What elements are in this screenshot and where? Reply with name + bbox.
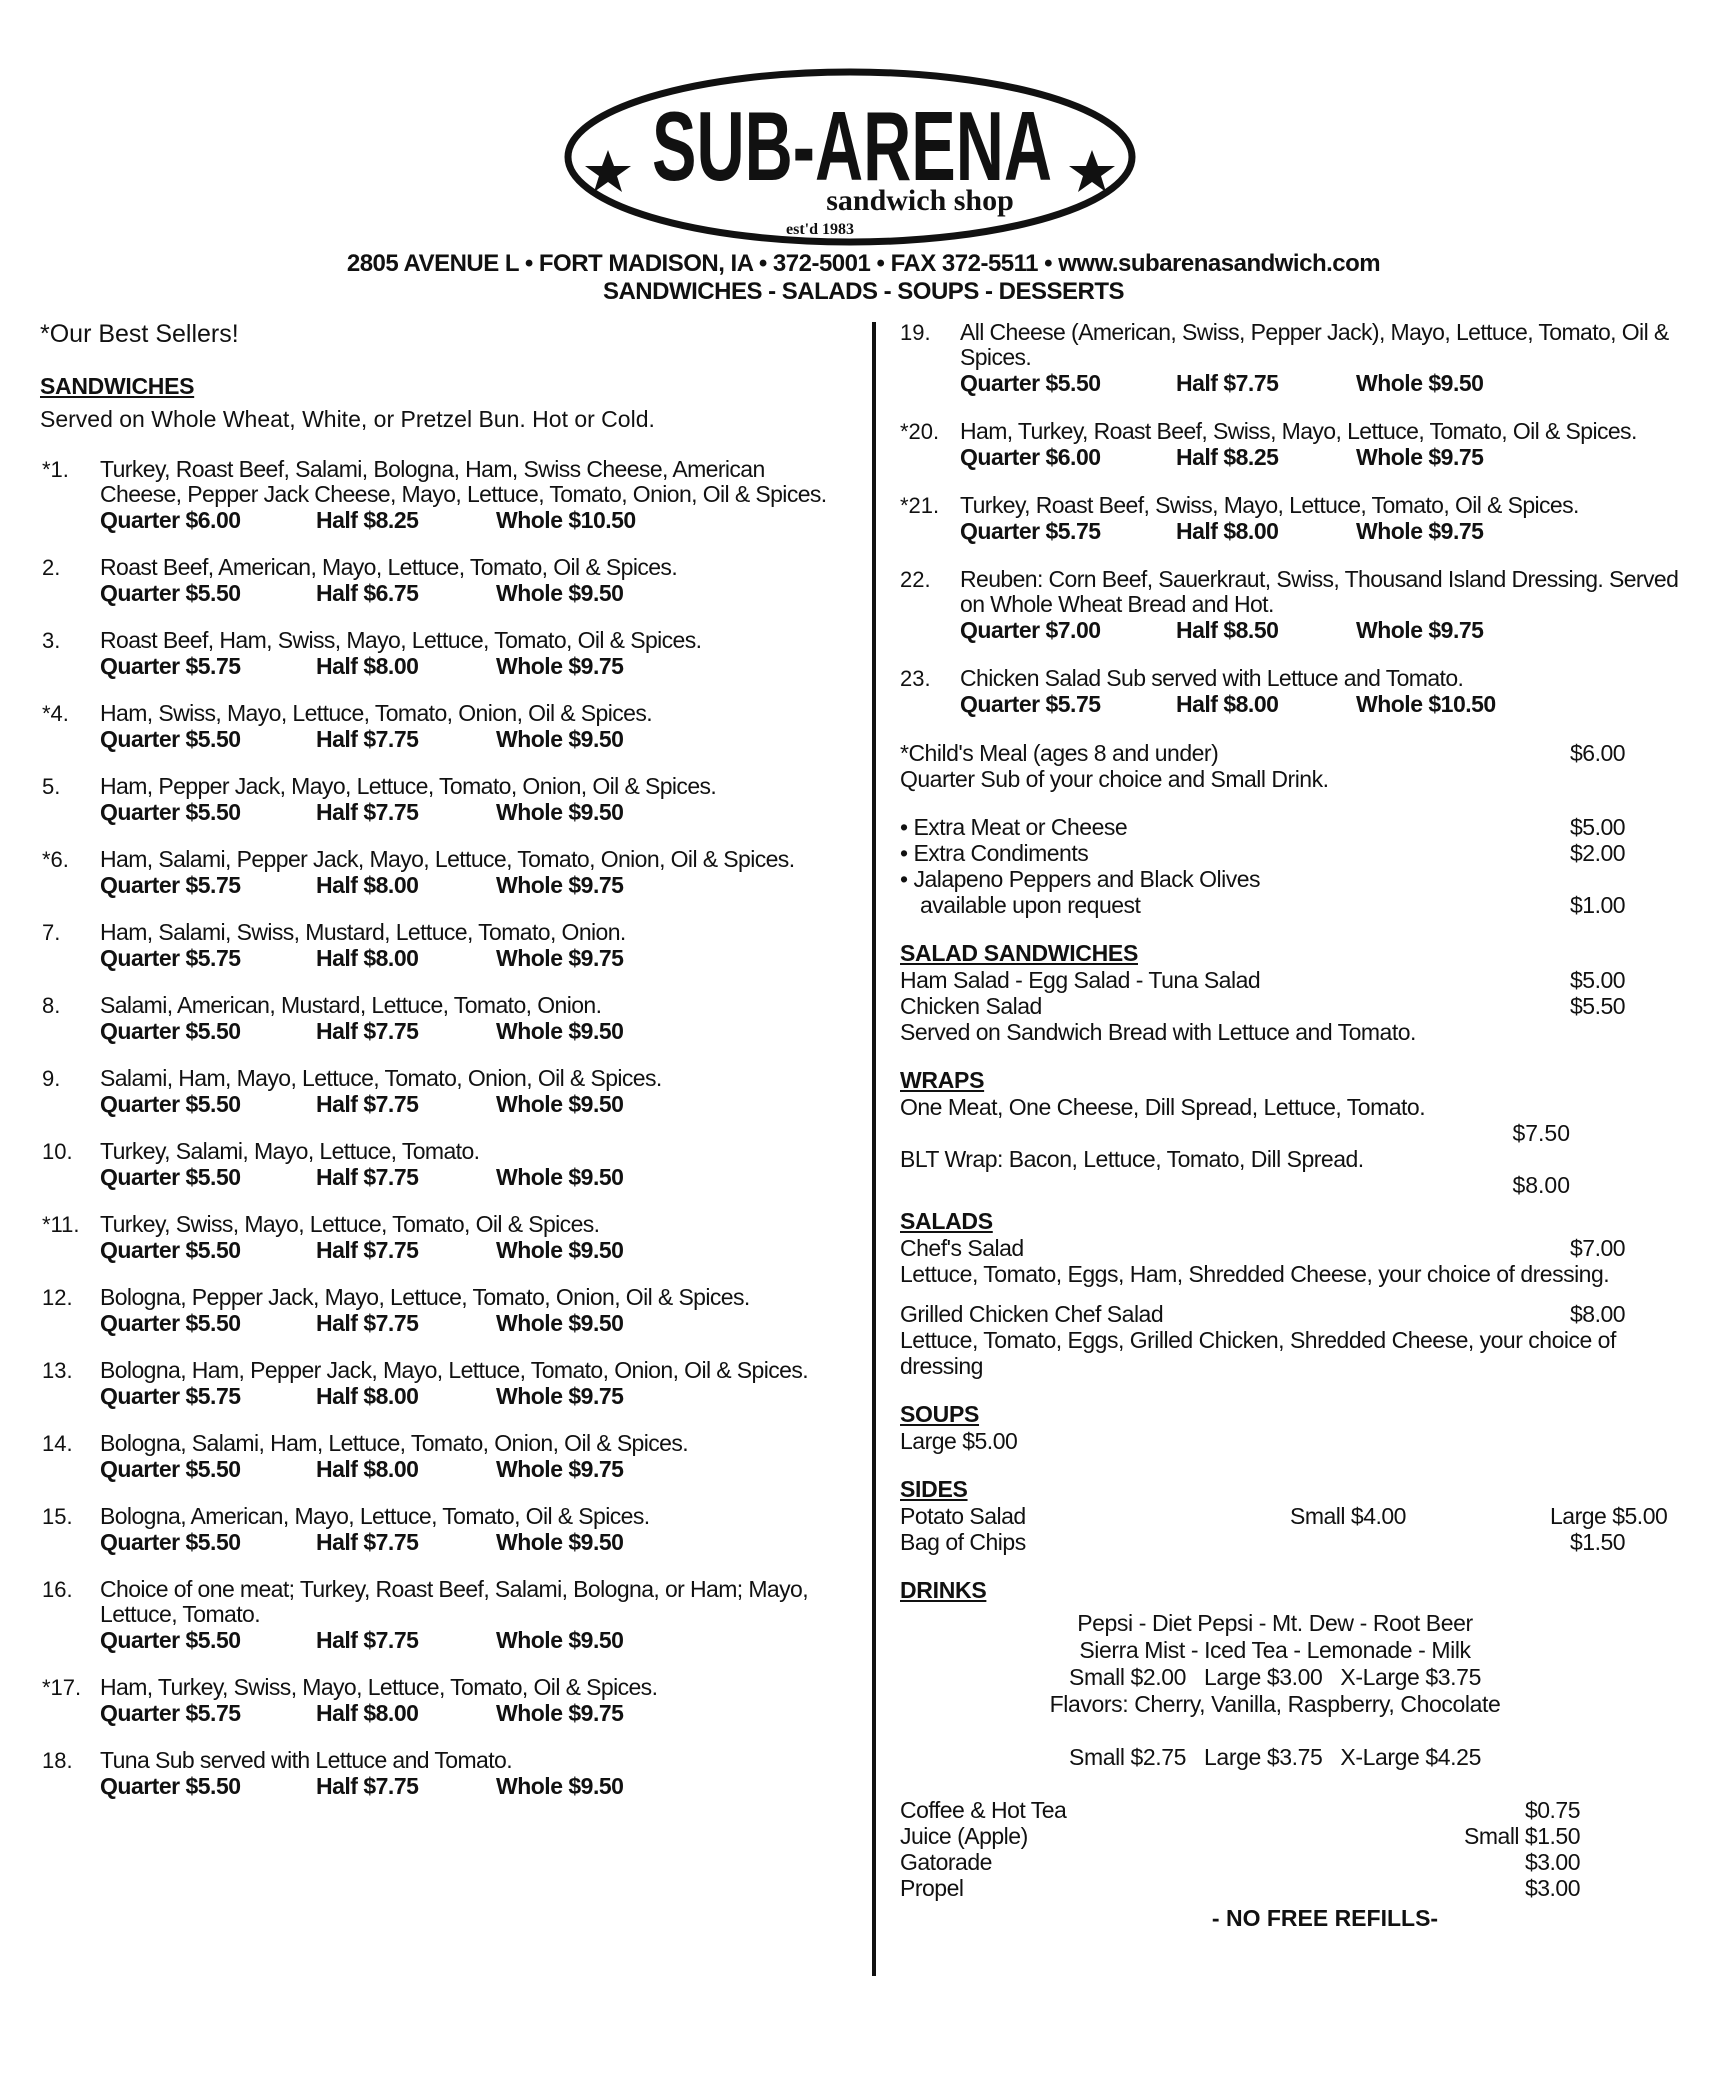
extras-list [900, 814, 1690, 918]
sandwich-item [40, 847, 840, 899]
sandwich-description: Chicken Salad Sub served with Lettuce and Tomato. [960, 665, 1464, 691]
childs-meal-title: *Child's Meal (ages 8 and under) [900, 740, 1219, 766]
drink-name: Propel [900, 1875, 964, 1901]
sandwiches-heading: SANDWICHES [40, 373, 195, 399]
sandwich-item [40, 1504, 840, 1556]
price-whole: Whole $9.75 [1356, 444, 1484, 470]
sandwich-item [40, 774, 840, 826]
price-quarter: Quarter $5.50 [100, 1773, 241, 1799]
soups-heading: SOUPS [900, 1401, 980, 1427]
price-whole: Whole $9.50 [496, 1627, 624, 1653]
salad-price: $8.00 [1570, 1301, 1626, 1327]
star-icon [585, 150, 631, 192]
salad-desc: Lettuce, Tomato, Eggs, Grilled Chicken, Shredded Cheese, your choice of dressing [900, 1327, 1616, 1379]
price-quarter: Quarter $6.00 [100, 507, 241, 533]
sandwich-description: Roast Beef, American, Mayo, Lettuce, Tomato, Oil & Spices. [100, 554, 678, 580]
price-half: Half $7.75 [316, 726, 419, 752]
price-quarter: Quarter $5.75 [100, 1383, 241, 1409]
price-half: Half $8.00 [316, 1700, 419, 1726]
sandwich-description: Salami, American, Mustard, Lettuce, Tomato, Onion. [100, 992, 602, 1018]
sandwich-description: Ham, Salami, Pepper Jack, Mayo, Lettuce, Tomato, Onion, Oil & Spices. [100, 846, 795, 872]
salad-name: Chef's Salad [900, 1235, 1024, 1261]
sandwich-number: 3. [42, 628, 61, 653]
price-whole: Whole $9.50 [496, 1310, 624, 1336]
price-half: Half $7.75 [316, 799, 419, 825]
price-half: Half $6.75 [316, 580, 419, 606]
price-half: Half $7.75 [316, 1529, 419, 1555]
sandwich-number: 2. [42, 555, 61, 580]
price-quarter: Quarter $5.50 [100, 1018, 241, 1044]
wrap-item: One Meat, One Cheese, Dill Spread, Lettuce, Tomato. [900, 1094, 1426, 1120]
extra-price: $2.00 [1570, 840, 1626, 866]
extra-price: $5.00 [1570, 814, 1626, 840]
childs-meal-desc: Quarter Sub of your choice and Small Drink. [900, 766, 1329, 792]
sandwich-description: Ham, Swiss, Mayo, Lettuce, Tomato, Onion, Oil & Spices. [100, 700, 653, 726]
side-name: Bag of Chips [900, 1529, 1026, 1555]
sandwich-number: 14. [42, 1431, 73, 1456]
best-sellers-note: *Our Best Sellers! [40, 320, 239, 348]
side-name: Potato Salad [900, 1503, 1026, 1529]
sandwich-number: *17. [42, 1675, 82, 1700]
sandwich-item [40, 628, 840, 680]
sandwich-description: Turkey, Roast Beef, Salami, Bologna, Ham, Swiss Cheese, American Cheese, Pepper Jack Cheese, Mayo, Lettuce, Tomato, Onion, Oil & Spices. [100, 456, 827, 507]
price-half: Half $7.75 [316, 1164, 419, 1190]
sandwich-prices [100, 945, 840, 972]
sandwich-item [40, 457, 840, 534]
sandwich-number: *4. [42, 701, 69, 726]
sandwich-number: 9. [42, 1066, 61, 1091]
sandwich-prices [100, 1383, 840, 1410]
wraps-section [900, 1067, 1690, 1198]
sandwich-item [40, 993, 840, 1045]
sandwich-description: Ham, Turkey, Swiss, Mayo, Lettuce, Tomato, Oil & Spices. [100, 1674, 658, 1700]
price-whole: Whole $9.50 [496, 1091, 624, 1117]
sandwich-description: Turkey, Roast Beef, Swiss, Mayo, Lettuce, Tomato, Oil & Spices. [960, 492, 1579, 518]
sandwich-item [40, 1285, 840, 1337]
sandwich-number: 18. [42, 1748, 73, 1773]
price-whole: Whole $9.75 [496, 653, 624, 679]
sandwich-item [40, 1358, 840, 1410]
sandwich-number: 19. [900, 320, 931, 345]
price-half: Half $8.25 [1176, 444, 1279, 470]
sandwich-prices [960, 617, 1690, 644]
sub-arena-logo [560, 62, 1140, 252]
sandwich-number: 16. [42, 1577, 73, 1602]
extra-label: available upon request [920, 892, 1141, 918]
price-half: Half $7.75 [316, 1627, 419, 1653]
salad-sandwich-price: $5.50 [1570, 993, 1626, 1019]
price-whole: Whole $9.50 [496, 726, 624, 752]
price-quarter: Quarter $5.50 [100, 1310, 241, 1336]
sandwich-item [40, 1675, 840, 1727]
sandwich-item [900, 493, 1690, 545]
price-whole: Whole $9.50 [496, 799, 624, 825]
drinks-flavors: Flavors: Cherry, Vanilla, Raspberry, Chocolate [1049, 1691, 1501, 1717]
no-free-refills: - NO FREE REFILLS- [1211, 1905, 1439, 1931]
sandwich-prices [100, 1310, 840, 1337]
sandwich-item [900, 419, 1690, 471]
sandwich-prices [100, 1237, 840, 1264]
sandwich-description: Ham, Salami, Swiss, Mustard, Lettuce, Tomato, Onion. [100, 919, 626, 945]
drink-name: Juice (Apple) [900, 1823, 1028, 1849]
sandwich-description: Bologna, Pepper Jack, Mayo, Lettuce, Tomato, Onion, Oil & Spices. [100, 1284, 750, 1310]
extra-price [1570, 866, 1690, 892]
price-quarter: Quarter $5.75 [100, 945, 241, 971]
sandwich-description: Bologna, American, Mayo, Lettuce, Tomato, Oil & Spices. [100, 1503, 650, 1529]
price-half: Half $8.00 [1176, 691, 1279, 717]
salad-sandwiches-heading: SALAD SANDWICHES [900, 940, 1138, 966]
salad-sandwich-label: Ham Salad - Egg Salad - Tuna Salad [900, 967, 1261, 993]
sandwich-item [40, 920, 840, 972]
price-quarter: Quarter $5.50 [960, 370, 1101, 396]
sandwich-item [40, 1212, 840, 1264]
price-half: Half $8.00 [316, 1383, 419, 1409]
sandwich-description: Tuna Sub served with Lettuce and Tomato. [100, 1747, 512, 1773]
price-whole: Whole $9.50 [496, 580, 624, 606]
drink-name: Gatorade [900, 1849, 992, 1875]
drinks-line: Pepsi - Diet Pepsi - Mt. Dew - Root Beer [1077, 1610, 1473, 1636]
price-half: Half $7.75 [316, 1310, 419, 1336]
sandwich-number: *20. [900, 419, 940, 444]
price-quarter: Quarter $5.50 [100, 799, 241, 825]
salads-heading: SALADS [900, 1208, 993, 1234]
drinks-line: Sierra Mist - Iced Tea - Lemonade - Milk [1079, 1637, 1471, 1663]
side-price: $1.50 [1570, 1529, 1626, 1555]
salads-section [900, 1208, 1690, 1379]
price-half: Half $7.75 [316, 1237, 419, 1263]
drinks-heading: DRINKS [900, 1577, 987, 1603]
sandwich-prices [960, 518, 1690, 545]
sandwich-number: 7. [42, 920, 61, 945]
sandwich-item [900, 320, 1690, 397]
sandwich-prices [100, 1018, 840, 1045]
price-quarter: Quarter $5.75 [960, 691, 1101, 717]
sandwich-prices [100, 1164, 840, 1191]
sandwich-item [900, 666, 1690, 718]
wrap-price: $8.00 [1512, 1172, 1570, 1198]
sandwich-number: *11. [42, 1212, 80, 1237]
price-quarter: Quarter $5.75 [960, 518, 1101, 544]
extra-label: • Jalapeno Peppers and Black Olives [900, 866, 1261, 892]
price-whole: Whole $10.50 [496, 507, 636, 533]
sandwich-description: Bologna, Ham, Pepper Jack, Mayo, Lettuce, Tomato, Onion, Oil & Spices. [100, 1357, 809, 1383]
price-half: Half $7.75 [1176, 370, 1279, 396]
sandwich-item [900, 567, 1690, 644]
price-whole: Whole $9.75 [496, 872, 624, 898]
wraps-heading: WRAPS [900, 1067, 985, 1093]
sandwich-list-continued [900, 320, 1690, 718]
salad-sandwiches-section [900, 940, 1690, 1045]
categories-line: SANDWICHES - SALADS - SOUPS - DESSERTS [602, 278, 1125, 305]
price-half: Half $8.00 [316, 945, 419, 971]
price-whole: Whole $9.75 [496, 1383, 624, 1409]
price-whole: Whole $9.75 [1356, 518, 1484, 544]
price-half: Half $7.75 [316, 1773, 419, 1799]
right-column [900, 320, 1690, 1932]
sandwich-number: 22. [900, 567, 931, 592]
price-quarter: Quarter $5.50 [100, 1529, 241, 1555]
price-quarter: Quarter $5.75 [100, 653, 241, 679]
salad-desc: Lettuce, Tomato, Eggs, Ham, Shredded Cheese, your choice of dressing. [900, 1261, 1610, 1287]
price-half: Half $8.00 [316, 872, 419, 898]
sandwich-prices [100, 726, 840, 753]
extra-label: • Extra Meat or Cheese [900, 814, 1128, 840]
sandwich-number: *21. [900, 493, 940, 518]
extra-label: • Extra Condiments [900, 840, 1089, 866]
sandwich-number: *6. [42, 847, 69, 872]
soup-price: Large $5.00 [900, 1428, 1018, 1454]
price-whole: Whole $9.50 [1356, 370, 1484, 396]
childs-meal [900, 740, 1690, 792]
soups-section [900, 1401, 1690, 1454]
sandwich-number: 23. [900, 666, 931, 691]
price-quarter: Quarter $5.50 [100, 1164, 241, 1190]
sides-section [900, 1476, 1690, 1555]
price-half: Half $8.25 [316, 507, 419, 533]
price-quarter: Quarter $5.50 [100, 580, 241, 606]
drink-price: $3.00 [1524, 1875, 1580, 1901]
price-quarter: Quarter $5.50 [100, 1456, 241, 1482]
logo-established: est'd 1983 [786, 221, 854, 238]
sandwich-prices [100, 507, 840, 534]
drinks-flavor-prices: Small $2.75 Large $3.75 X-Large $4.25 [1069, 1744, 1481, 1770]
sandwich-description: Roast Beef, Ham, Swiss, Mayo, Lettuce, Tomato, Oil & Spices. [100, 627, 702, 653]
price-whole: Whole $9.50 [496, 1237, 624, 1263]
salad-price: $7.00 [1570, 1235, 1626, 1261]
sandwich-description: Turkey, Salami, Mayo, Lettuce, Tomato. [100, 1138, 480, 1164]
sandwich-prices [100, 1529, 840, 1556]
price-whole: Whole $9.75 [496, 1456, 624, 1482]
sandwich-item [40, 701, 840, 753]
price-quarter: Quarter $5.50 [100, 726, 241, 752]
price-quarter: Quarter $5.50 [100, 1237, 241, 1263]
star-icon [1069, 150, 1115, 192]
address-line: 2805 AVENUE L • FORT MADISON, IA • 372-5001 • FAX 372-5511 • www.subarenasandwich.com [346, 250, 1381, 277]
sandwich-number: 5. [42, 774, 61, 799]
sandwich-item [40, 1139, 840, 1191]
sandwich-description: Bologna, Salami, Ham, Lettuce, Tomato, Onion, Oil & Spices. [100, 1430, 689, 1456]
side-price-small: Small $4.00 [1290, 1503, 1406, 1529]
sandwich-list [40, 457, 840, 1800]
salad-name: Grilled Chicken Chef Salad [900, 1301, 1164, 1327]
logo-subtitle: sandwich shop [826, 184, 1014, 217]
sandwich-prices [100, 580, 840, 607]
price-half: Half $8.00 [316, 653, 419, 679]
wrap-price: $7.50 [1512, 1120, 1570, 1146]
price-quarter: Quarter $5.75 [100, 872, 241, 898]
sandwich-prices [100, 872, 840, 899]
sandwich-description: All Cheese (American, Swiss, Pepper Jack), Mayo, Lettuce, Tomato, Oil & Spices. [960, 319, 1669, 370]
drink-price: Small $1.50 [1464, 1823, 1580, 1849]
salad-sandwich-price: $5.00 [1570, 967, 1626, 993]
price-half: Half $8.00 [1176, 518, 1279, 544]
drink-price: $3.00 [1524, 1849, 1580, 1875]
price-half: Half $8.00 [316, 1456, 419, 1482]
left-column [40, 320, 840, 1821]
sandwich-prices [100, 799, 840, 826]
drinks-section [900, 1577, 1690, 1932]
drinks-prices: Small $2.00 Large $3.00 X-Large $3.75 [1069, 1664, 1481, 1690]
sandwich-prices [960, 444, 1690, 471]
price-whole: Whole $10.50 [1356, 691, 1496, 717]
price-half: Half $8.50 [1176, 617, 1279, 643]
sandwich-description: Ham, Turkey, Roast Beef, Swiss, Mayo, Lettuce, Tomato, Oil & Spices. [960, 418, 1637, 444]
drink-price: $0.75 [1524, 1797, 1580, 1823]
sandwich-number: *1. [42, 457, 69, 482]
price-whole: Whole $9.50 [496, 1773, 624, 1799]
sandwich-prices [100, 1700, 840, 1727]
price-whole: Whole $9.50 [496, 1529, 624, 1555]
logo-title: SUB-ARENA [652, 91, 1052, 201]
salad-sandwich-label: Chicken Salad [900, 993, 1042, 1019]
sandwich-prices [960, 370, 1690, 397]
wrap-item: BLT Wrap: Bacon, Lettuce, Tomato, Dill Spread. [900, 1146, 1364, 1172]
price-quarter: Quarter $5.50 [100, 1091, 241, 1117]
side-price-large: Large $5.00 [1550, 1503, 1668, 1529]
column-divider [872, 322, 876, 1976]
price-whole: Whole $9.75 [496, 945, 624, 971]
sandwich-prices [100, 1091, 840, 1118]
childs-meal-price: $6.00 [1570, 740, 1626, 766]
sandwich-item [40, 1748, 840, 1800]
sandwich-number: 10. [42, 1139, 73, 1164]
sandwich-prices [960, 691, 1690, 718]
sandwich-number: 15. [42, 1504, 73, 1529]
sandwich-item [40, 555, 840, 607]
sides-heading: SIDES [900, 1476, 968, 1502]
salad-sandwich-note: Served on Sandwich Bread with Lettuce and Tomato. [900, 1019, 1416, 1045]
sandwich-description: Choice of one meat; Turkey, Roast Beef, Salami, Bologna, or Ham; Mayo, Lettuce, Tomato. [100, 1576, 808, 1627]
sandwich-description: Turkey, Swiss, Mayo, Lettuce, Tomato, Oil & Spices. [100, 1211, 600, 1237]
sandwiches-subheading: Served on Whole Wheat, White, or Pretzel Bun. Hot or Cold. [40, 406, 655, 432]
price-whole: Whole $9.50 [496, 1018, 624, 1044]
sandwich-prices [100, 1456, 840, 1483]
price-whole: Whole $9.75 [496, 1700, 624, 1726]
sandwich-item [40, 1577, 840, 1654]
price-quarter: Quarter $6.00 [960, 444, 1101, 470]
sandwich-description: Reuben: Corn Beef, Sauerkraut, Swiss, Thousand Island Dressing. Served on Whole Wheat Bread and Hot. [960, 566, 1679, 617]
price-quarter: Quarter $5.75 [100, 1700, 241, 1726]
price-whole: Whole $9.50 [496, 1164, 624, 1190]
sandwich-prices [100, 1627, 840, 1654]
price-quarter: Quarter $5.50 [100, 1627, 241, 1653]
sandwich-number: 8. [42, 993, 61, 1018]
sandwich-prices [100, 1773, 840, 1800]
sandwich-description: Salami, Ham, Mayo, Lettuce, Tomato, Onion, Oil & Spices. [100, 1065, 662, 1091]
sandwich-number: 13. [42, 1358, 73, 1383]
sandwich-number: 12. [42, 1285, 73, 1310]
sandwich-item [40, 1431, 840, 1483]
drink-name: Coffee & Hot Tea [900, 1797, 1067, 1823]
price-whole: Whole $9.75 [1356, 617, 1484, 643]
sandwich-description: Ham, Pepper Jack, Mayo, Lettuce, Tomato, Onion, Oil & Spices. [100, 773, 717, 799]
price-half: Half $7.75 [316, 1018, 419, 1044]
extra-price: $1.00 [1570, 892, 1626, 918]
price-half: Half $7.75 [316, 1091, 419, 1117]
sandwich-item [40, 1066, 840, 1118]
price-quarter: Quarter $7.00 [960, 617, 1101, 643]
sandwich-prices [100, 653, 840, 680]
